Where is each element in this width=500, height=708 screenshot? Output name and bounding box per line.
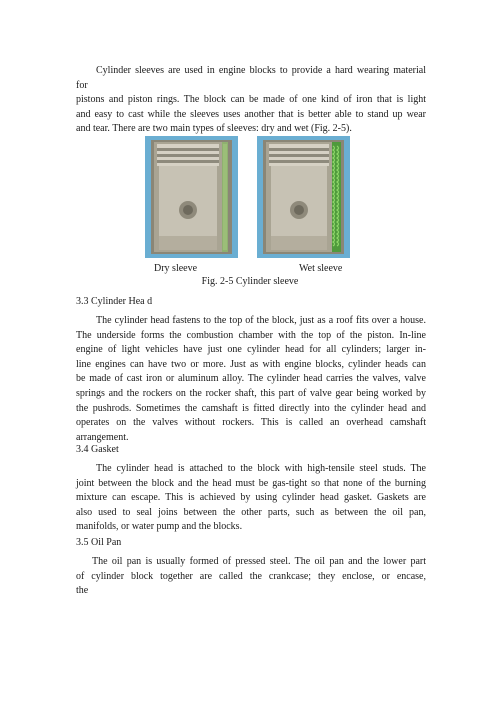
sleeves-line-1: Cylinder sleeves are used in engine blocks to provide a hard wearing material [96,65,426,76]
cylinder-head-line: operates on the valves without rockers. This is called an overhead camshaft [76,417,426,429]
cylinder-head-line: The underside forms the combustion chamber with the top of the piston. In-line [76,329,426,341]
wet-sleeve-image [257,136,350,258]
sleeves-line-3: pistons and piston rings. The block can be made of one kind of iron that is light [76,94,426,106]
dry-sleeve-label: Dry sleeve [154,263,198,274]
gasket-line: mixture can escape. This is achieved by using cylinder head gasket. Gaskets are [76,492,426,504]
wet-sleeve-label: Wet sleeve [299,263,343,274]
sleeves-line-5: and tear. There are two main types of sleeves: dry and wet (Fig. 2-5). [76,123,352,135]
cylinder-head-line: be made of cast iron or aluminum alloy. The cylinder head carries the valves, valve [76,373,426,385]
dry-sleeve-image [145,136,238,258]
cylinder-head-paragraph [76,314,426,445]
cylinder-sleeve-figure [145,136,355,258]
section-3-4-heading: 3.4 Gasket [76,444,119,455]
oil-pan-line: the [76,585,89,597]
oil-pan-line: The oil pan is usually formed of pressed steel. The oil pan and the lower part [92,556,426,567]
gasket-line: The cylinder head is attached to the block with high-tensile steel studs. The [96,463,426,474]
oil-pan-paragraph [76,555,426,599]
cylinder-head-line: line engines can have two or more. Just as with engine blocks, cylinder heads can [76,358,426,370]
sleeves-line-2: for [76,79,88,91]
sleeves-line-4: and easy to cast while the sleeves uses another that is better able to stand up wear [76,108,426,120]
section-3-3-heading: 3.3 Cylinder Hea d [76,296,153,307]
dry-sleeve-illustration [145,136,238,258]
gasket-line: manifolds, or water pump and the blocks. [76,521,243,533]
oil-pan-line: of cylinder block together are called the crankcase; they enclose, or encase, [76,570,426,582]
cylinder-head-line: the pushrods. Sometimes the camshaft is fitted directly into the cylinder head and [76,402,426,414]
cylinder-head-line: arrangement. [76,431,129,443]
cylinder-head-line: The cylinder head fastens to the top of the block, just as a roof fits over a house. [96,315,426,326]
wet-sleeve-illustration [257,136,350,258]
gasket-line: joint between the block and the head must be gas-tight so that none of the burning [76,477,426,489]
gasket-line: also used to seal joins between the other parts, such as between the oil pan, [76,506,426,518]
figure-caption: Fig. 2-5 Cylinder sleeve [201,276,299,287]
gasket-paragraph [76,462,426,535]
sleeves-paragraph [76,64,426,137]
section-3-5-heading: 3.5 Oil Pan [76,537,122,548]
cylinder-head-line: engine of light vehicles have just one cylinder head for all cylinders; larger in- [76,344,426,356]
cylinder-head-line: springs and the rockers on the rocker shaft, this part of valve gear being worked by [76,387,426,399]
